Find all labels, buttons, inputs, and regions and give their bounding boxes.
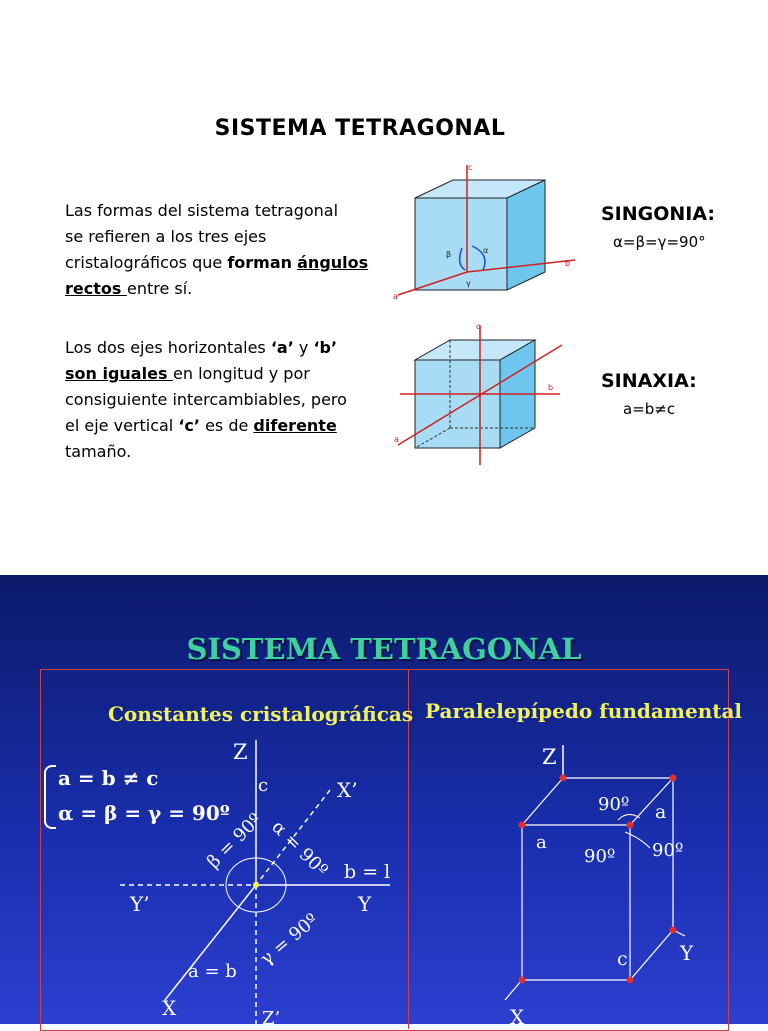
equation-brace: [44, 765, 56, 829]
text-line: es de: [199, 416, 254, 435]
axis-c-label: c: [258, 775, 269, 796]
axis-x-label: X: [162, 996, 177, 1020]
slide-tetragonal-constants: [0, 575, 768, 1024]
side-edges: [630, 778, 673, 980]
axis-zprime-label: Z’: [262, 1008, 281, 1024]
equation-lengths: a = b ≠ c: [58, 766, 159, 790]
vertex-point: [670, 775, 677, 782]
vertex-point: [627, 822, 634, 829]
parallelepiped-heading: Paralelepípedo fundamental: [425, 699, 743, 723]
angle-90-label: 90º: [584, 846, 616, 867]
bold-underlined-text: diferente: [253, 416, 337, 435]
cube-front-face: [415, 198, 507, 290]
paragraph-axes-angles: [65, 198, 395, 302]
cube-side-face: [507, 180, 545, 290]
slide-title: SISTEMA TETRAGONAL: [186, 632, 582, 666]
tetragonal-cube-angles-diagram: [390, 160, 590, 305]
bold-text: ‘b’: [313, 338, 338, 357]
angle-arc: [625, 832, 650, 848]
text-line: Los dos ejes horizontales: [65, 338, 271, 357]
axis-a-label: a: [393, 292, 398, 301]
vertex-point: [519, 977, 526, 984]
angle-90-label: 90º: [598, 794, 630, 815]
a-equals-b-label: a = b: [188, 961, 237, 982]
text-line: cristalográficos que: [65, 253, 228, 272]
sinaxia-value: a=b≠c: [623, 400, 676, 418]
origin-point: [253, 882, 259, 888]
axis-x-label: X: [510, 1005, 525, 1024]
text-line: se refieren a los tres ejes: [65, 227, 267, 246]
crystallographic-axes-diagram: [100, 735, 405, 1024]
beta-label: β: [446, 250, 452, 259]
paragraph-horizontal-axes: [65, 335, 395, 465]
bold-underlined-text: ángulos: [297, 253, 369, 272]
axis-x-line: [165, 885, 256, 1000]
text-line: consiguiente intercambiables, pero: [65, 390, 347, 409]
axis-c-label: c: [476, 322, 481, 331]
edge-a-front-label: a: [536, 832, 547, 853]
edge-a-top-label: a: [655, 801, 667, 823]
edge-c-label: c: [617, 948, 628, 970]
constants-heading: Constantes cristalográficas: [108, 702, 414, 726]
text-line: el eje vertical: [65, 416, 179, 435]
cube-front-face: [415, 360, 500, 448]
gamma-label: γ: [466, 279, 471, 288]
vertex-point: [560, 775, 567, 782]
text-line: Las formas del sistema tetragonal: [65, 201, 339, 220]
text-line: en longitud y por: [173, 364, 310, 383]
alpha-label: α = 90º: [267, 816, 332, 882]
axis-yprime-label: Y’: [130, 892, 150, 916]
axis-b-label: b: [548, 383, 554, 392]
text-line: entre sí.: [126, 279, 193, 298]
singonia-label: SINGONIA:: [601, 203, 716, 225]
axis-xprime-label: X’: [337, 778, 358, 802]
alpha-label: α: [483, 246, 489, 255]
text-line: y: [293, 338, 314, 357]
vertex-point: [519, 822, 526, 829]
gamma-label: γ = 90º: [256, 909, 323, 970]
singonia-value: α=β=γ=90°: [613, 233, 706, 251]
axis-y-label: Y: [358, 892, 372, 916]
vertex-point: [670, 927, 677, 934]
axis-z-label: Z: [233, 740, 248, 764]
bold-text: ‘c’: [178, 416, 200, 435]
bold-underlined-text: son iguales: [65, 364, 174, 383]
fundamental-parallelepiped-diagram: [500, 740, 725, 1024]
axis-y-label: Y: [680, 941, 694, 965]
axis-x-line: [505, 980, 522, 1000]
slide-title: SISTEMA TETRAGONAL: [214, 116, 506, 141]
axis-z-label: Z: [542, 745, 557, 769]
axis-c-label: c: [468, 163, 473, 172]
axis-b-label: b: [565, 259, 571, 268]
tetragonal-cube-axes-diagram: [390, 320, 590, 470]
axis-a-label: a: [394, 435, 399, 444]
bold-text: ‘a’: [270, 338, 294, 357]
text-line: tamaño.: [65, 442, 132, 461]
bold-underlined-text: rectos: [65, 279, 127, 298]
angle-90-label: 90º: [652, 840, 684, 861]
beta-label: β = 90º: [203, 809, 267, 873]
equation-angles: α = β = γ = 90º: [58, 801, 230, 825]
sinaxia-label: SINAXIA:: [601, 370, 697, 392]
b-length-label: b = l: [344, 861, 391, 883]
vertex-point: [627, 977, 634, 984]
bold-text: forman: [227, 253, 293, 272]
